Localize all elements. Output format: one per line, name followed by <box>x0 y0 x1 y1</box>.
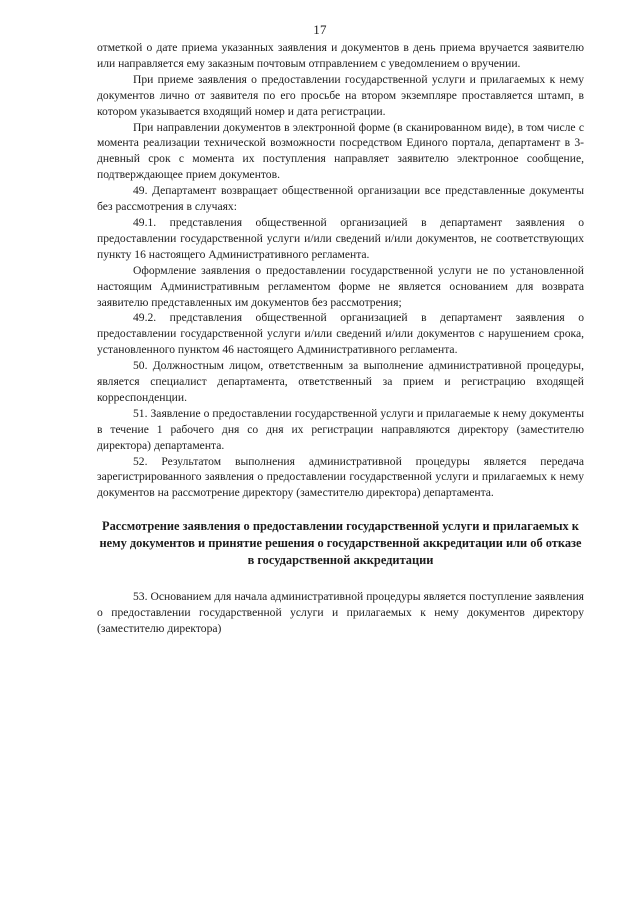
document-body <box>97 40 584 637</box>
paragraph: Оформление заявления о предоставлении государственной услуги не по установленной настоящим Административным регламентом форме не является основанием для возврата заявителю представленных им документов без рассмотрения; <box>97 263 584 309</box>
paragraph: 49.1. представления общественной организацией в департамент заявления о предоставлении государственной услуги и/или сведений и/или документов, не соответствующих пункту 16 настоящего Административного регламента. <box>97 215 584 261</box>
paragraph: отметкой о дате приема указанных заявления и документов в день приема вручается заявителю или направляется ему заказным почтовым отправлением с уведомлением о вручении. <box>97 41 584 70</box>
section-heading: Рассмотрение заявления о предоставлении государственной услуги и прилагаемых к нему документов и принятие решения о государственной аккредитации или об отказе в государственной аккредитации <box>99 519 582 568</box>
paragraph: 52. Результатом выполнения административной процедуры является передача зарегистрированного заявления о предоставлении государственной услуги и прилагаемых к нему документов на рассмотрение директору (заместителю директора) департамента. <box>97 454 584 500</box>
paragraph: 49. Департамент возвращает общественной организации все представленные документы без рассмотрения в случаях: <box>97 184 584 214</box>
paragraph: 49.2. представления общественной организацией в департамент заявления о предоставлении государственной услуги и/или сведений и/или документов с нарушением срока, установленного пунктом 46 настоящего Административного регламента. <box>97 311 584 357</box>
paragraph: При направлении документов в электронной форме (в сканированном виде), в том числе с момента реализации технической возможности посредством Единого портала, департамент в 3-дневный срок с момента их поступления направляет заявителю электронное сообщение, подтверждающее прием документов. <box>97 120 584 182</box>
paragraph: 50. Должностным лицом, ответственным за выполнение административной процедуры, является специалист департамента, ответственный за прием и регистрацию входящей корреспонденции. <box>97 359 584 404</box>
paragraph: При приеме заявления о предоставлении государственной услуги и прилагаемых к нему документов лично от заявителя по его просьбе на втором экземпляре проставляется штамп, в котором указывается входящий номер и дата регистрации. <box>97 72 584 118</box>
paragraph: 53. Основанием для начала административной процедуры является поступление заявления о предоставлении государственной услуги и прилагаемых к нему документов директору (заместителю директора) <box>97 590 584 636</box>
paragraph: 51. Заявление о предоставлении государственной услуги и прилагаемые к нему документы в течение 1 рабочего дня со дня их регистрации направляются директору (заместителю директора) департамента. <box>97 406 584 452</box>
paragraphs-after-heading <box>97 589 584 637</box>
paragraphs-before-heading <box>97 40 584 501</box>
page-number: 17 <box>313 22 327 37</box>
